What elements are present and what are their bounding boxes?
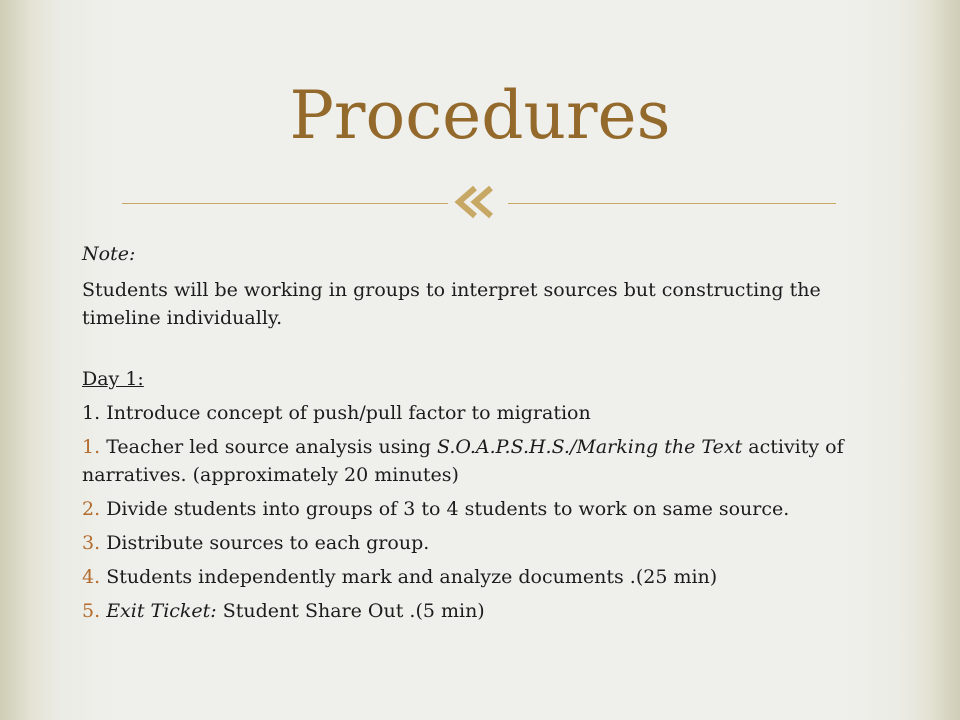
item-text: Introduce concept of push/pull factor to migration [106,402,591,424]
slide-body [82,240,872,631]
list-item [82,597,872,625]
title-divider-left [122,203,448,204]
item-text: Teacher led source analysis using [106,436,437,458]
note-label: Note: [82,243,136,265]
list-item [82,399,872,427]
item-text-end: activity of narratives. (approximately 20 minutes) [82,436,844,486]
item-number: 2. [82,498,101,520]
list-item [82,495,872,523]
item-number: 1. [82,402,101,424]
list-item [82,529,872,557]
item-text: Divide students into groups of 3 to 4 students to work on same source. [106,498,790,520]
item-italic-text: S.O.A.P.S.H.S./Marking the Text [436,436,743,458]
spacer [82,332,872,365]
item-text-end: Student Share Out .(5 min) [216,600,485,622]
double-chevron-left-icon [450,180,506,224]
item-number: 5. [82,600,101,622]
item-number: 1. [82,436,101,458]
intro-text: Students will be working in groups to interpret sources but constructing the timeline individually. [82,279,821,329]
list-item [82,433,872,489]
item-number: 4. [82,566,101,588]
item-number: 3. [82,532,101,554]
item-text: Students independently mark and analyze documents .(25 min) [106,566,718,588]
item-text: Distribute sources to each group. [106,532,430,554]
list-item [82,563,872,591]
item-italic-text: Exit Ticket: [106,600,217,622]
day-label: Day 1: [82,368,144,390]
slide-title: Procedures [289,77,671,154]
title-divider-right [508,203,836,204]
